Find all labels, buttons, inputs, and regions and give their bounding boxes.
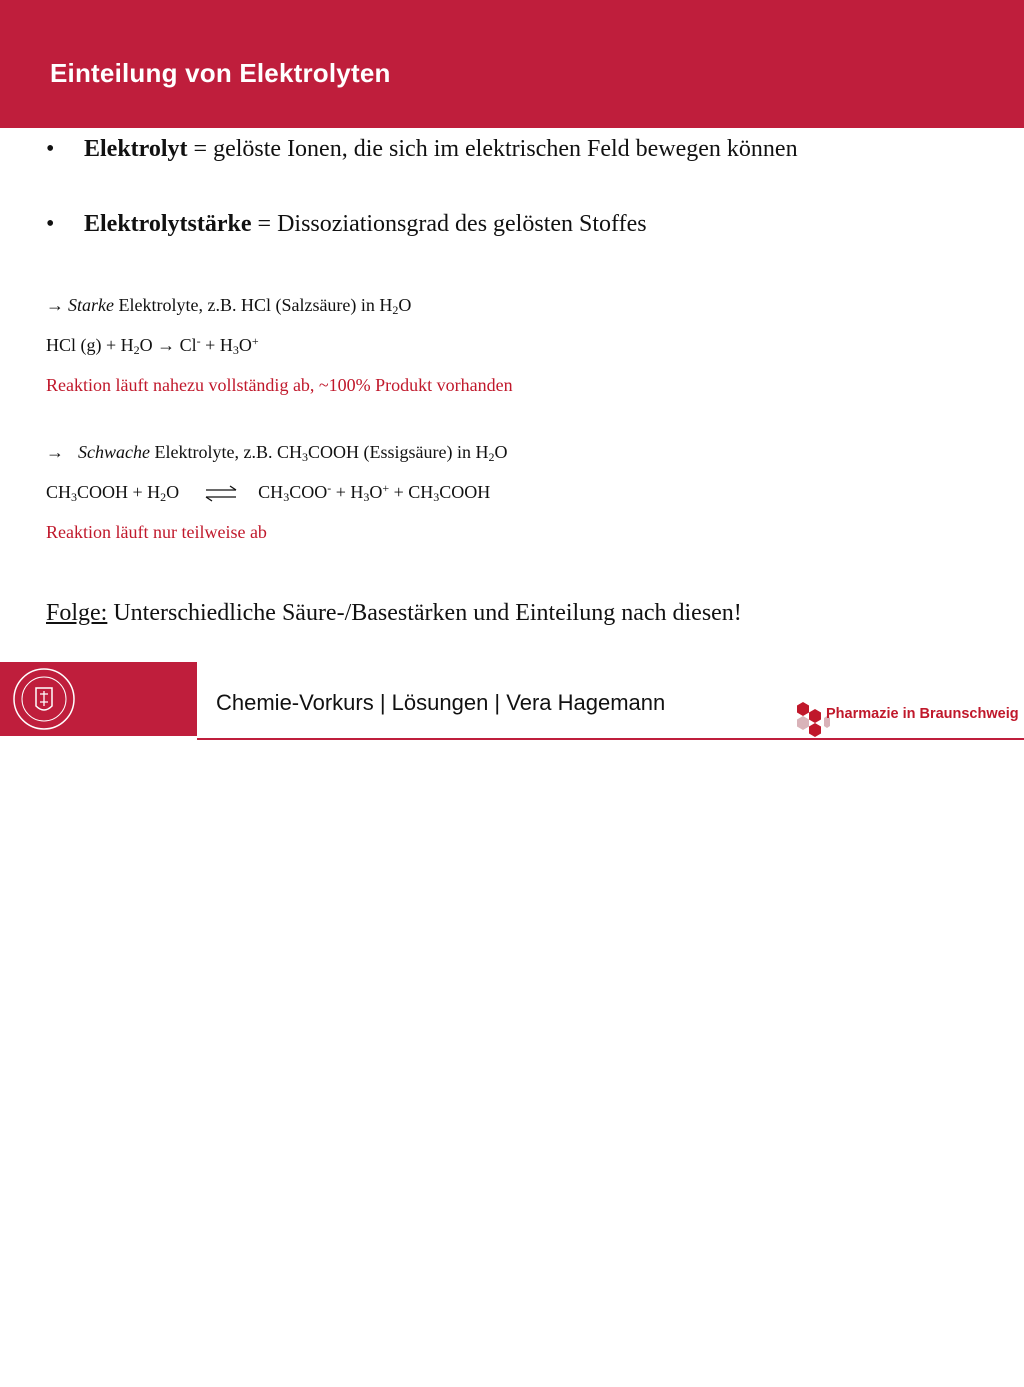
university-seal-icon xyxy=(6,662,84,736)
university-name: Technische Universität Braunschweig xyxy=(88,1337,177,1386)
page-title: Einteilung von Elektrolyten xyxy=(50,58,391,88)
weak-electrolyte-note: Reaktion läuft nur teilweise ab xyxy=(46,522,267,542)
bullet-symbol: • xyxy=(46,136,55,162)
weak-electrolyte-intro: → Schwache Elektrolyte, z.B. $CH_3COOH$ (Essigsäure) in $H_2O$ xyxy=(46,442,508,464)
bullet-electrolyte xyxy=(46,134,798,164)
equilibrium-arrow-icon xyxy=(202,485,240,503)
conclusion xyxy=(46,598,742,628)
conclusion-text: Unterschiedliche Säure-/Basestärken und Einteilung nach diesen! xyxy=(107,600,742,626)
bullet-symbol: • xyxy=(46,211,55,237)
bullet-electrolyte-strength xyxy=(46,209,647,239)
tu-braunschweig-logo xyxy=(0,662,197,1386)
conclusion-label: Folge: xyxy=(46,600,108,626)
bullet-text: = Dissoziationsgrad des gelösten Stoffes xyxy=(251,211,647,237)
right-arrow-icon: → xyxy=(46,295,64,315)
pharmazie-brand: Pharmazie in Braunschweig xyxy=(826,706,1019,722)
bullet-term: Elektrolytstärke xyxy=(84,211,252,237)
footer-course-text: Chemie-Vorkurs | Lösungen | Vera Hagemann xyxy=(216,690,666,715)
reaction-arrow-icon: → xyxy=(157,335,176,355)
strong-electrolyte-equation: HCl $(g) + H_2O \to Cl^- + H_3O^+$ xyxy=(46,334,259,357)
title-bar xyxy=(0,0,1024,128)
bullet-text: = gelöste Ionen, die sich im elektrischen Feld bewegen können xyxy=(187,136,798,162)
weak-electrolyte-equation: $CH_3COOH + H_2O$ $CH_3COO^- + H_3O^+$ + $CH_3COOH$ xyxy=(46,481,491,504)
hexagon-logo-icon xyxy=(794,700,830,740)
right-arrow-icon: → xyxy=(46,442,64,462)
strong-electrolyte-intro: → Starke Elektrolyte, z.B. HCl (Salzsäure) in $H_2O$ xyxy=(46,295,412,317)
strong-electrolyte-note: Reaktion läuft nahezu vollständig ab, ~100% Produkt vorhanden xyxy=(46,375,513,395)
bullet-term: Elektrolyt xyxy=(84,136,188,162)
